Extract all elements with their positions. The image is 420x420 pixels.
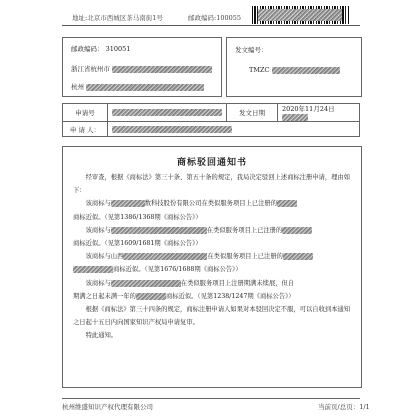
applicant-label: 申 请 人： [63,122,108,137]
applicant-redaction [112,126,232,133]
item2-a: 该商标与 [85,226,111,234]
item4-redaction-1 [111,280,181,287]
item3-redaction-3 [73,266,113,273]
sender-id-prefix: TMZC [249,66,270,74]
footer-rule [62,398,360,399]
item1-a: 该商标与 [85,200,111,208]
para-item-3-cont [73,263,355,276]
para-item-4-cont [73,290,355,303]
recipient-name-prefix: 杭州 [71,83,84,91]
item4-b: 在类似服务项目上注册期满未续展，但自 [180,279,295,287]
item3-redaction-1 [123,253,207,260]
applicant-row [63,122,360,137]
header-address: 地址:北京市西城区茶马南街1号 [72,14,163,22]
date-cell [278,104,360,122]
sender-title: 发文编号： [235,46,268,54]
item3-b: 在类似服务项目上已注册的 [207,253,283,261]
item4-d: 商标近似。（见第1238/1247期《商标公告》） [165,292,295,300]
application-info-table [62,103,360,137]
sender-id-line [249,66,340,74]
item3-a: 该商标与山西 [85,253,124,261]
para-item-1 [73,197,355,210]
item4-c: 期满之日起未满一年的 [73,292,136,300]
notice-body-box [62,146,362,388]
notice-body [73,171,355,343]
header-zip: 邮政编码:100055 [188,14,242,22]
item4-a: 该商标与 [85,279,111,287]
para-item-3 [73,250,355,263]
application-no-value [108,104,227,122]
para-item-2-cont: 商标近似。（见第1609/1681期《商标公告》） [73,240,202,248]
recipient-zip-label: 邮政编码： [71,45,104,53]
item1-redaction-2 [277,200,297,207]
sender-id-redaction [272,67,340,74]
recipient-name-redaction [86,84,204,91]
para-item-2 [73,224,355,237]
date-value: 2020年11月24日 [282,105,335,113]
para-intro: 经审查，根据《商标法》第三十条、第五十条的规定，我局决定驳回上述商标注册申请，理由如下： [73,174,351,195]
recipient-zip-line [71,44,130,53]
para-closing: 特此通知。 [85,332,118,340]
para-appeal: 根据《商标法》第三十四条的规定，商标注册申请人如果对本驳回决定不服，可以自收到本通知之日起十五日内向国家知识产权局申请复审。 [73,306,351,327]
item1-b: 数科技股份有限公司在类似服务项目上已注册的 [144,200,278,208]
date-label: 发文日期 [227,104,278,122]
footer-page-count: 当前页/总页：1/1 [318,403,370,411]
header-rule [62,25,360,26]
application-row [63,104,360,122]
item1-redaction-1 [111,200,145,207]
para-item-4 [73,277,355,290]
recipient-box [62,37,222,97]
item3-c: 商标近似。（见第1676/1688期《商标公告》） [113,266,242,274]
application-no-label: 申请号 [63,104,108,122]
barcode-redaction [258,9,342,21]
recipient-address-line [71,64,212,73]
recipient-address-prefix: 浙江省杭州市 [71,65,110,73]
sender-box [226,37,362,97]
item2-redaction-1 [111,227,207,234]
recipient-address-redaction [112,66,212,73]
para-item-1-cont: 商标近似。（见第1386/1368期《商标公告》） [73,213,202,221]
item4-redaction-2 [136,293,166,300]
recipient-zip-value: 310051 [105,45,131,53]
item3-redaction-2 [283,253,313,260]
item2-redaction-2 [282,227,312,234]
notice-title: 商标驳回通知书 [176,158,247,168]
date-redaction [282,114,308,121]
applicant-value [108,122,360,137]
application-no-redaction [112,109,222,116]
footer-agency: 杭州维盛知识产权代理有限公司 [62,403,153,411]
recipient-name-line [71,82,204,91]
item2-b: 在类似服务项目上已注册的 [206,226,283,234]
